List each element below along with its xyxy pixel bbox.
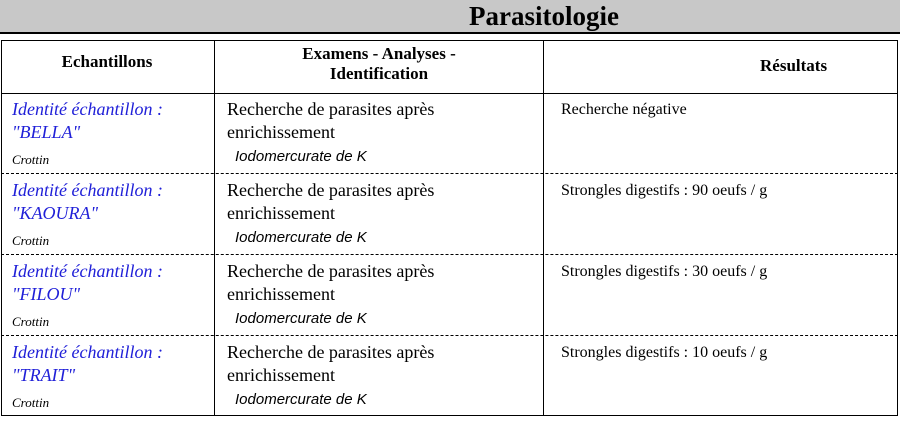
sample-type: Crottin xyxy=(12,152,50,167)
sample-name: "FILOU" xyxy=(12,284,81,304)
sample-identity xyxy=(12,260,212,306)
exam-line1: Recherche de parasites après xyxy=(227,342,435,362)
sample-identity xyxy=(12,98,212,144)
table-row xyxy=(0,256,900,337)
section-title-bar xyxy=(0,0,900,34)
sample-name: "KAOURA" xyxy=(12,203,99,223)
header-exams-line1: Examens - Analyses - xyxy=(302,44,456,63)
exam-method: Iodomercurate de K xyxy=(235,391,367,408)
exam-line1: Recherche de parasites après xyxy=(227,261,435,281)
exam-description xyxy=(227,260,537,306)
sample-identity xyxy=(12,179,212,225)
table-row xyxy=(0,94,900,175)
table-row xyxy=(0,175,900,256)
exam-method: Iodomercurate de K xyxy=(235,229,367,246)
exam-line2: enrichissement xyxy=(227,365,335,385)
header-samples: Echantillons xyxy=(61,52,153,71)
exam-method: Iodomercurate de K xyxy=(235,310,367,327)
table-row xyxy=(0,337,900,418)
exam-description xyxy=(227,98,537,144)
exam-line2: enrichissement xyxy=(227,122,335,142)
sample-name: "TRAIT" xyxy=(12,365,76,385)
exam-line2: enrichissement xyxy=(227,284,335,304)
exam-method: Iodomercurate de K xyxy=(235,148,367,165)
header-exams xyxy=(215,44,543,84)
sample-type: Crottin xyxy=(12,233,50,248)
sample-identity-label: Identité échantillon : xyxy=(12,261,163,281)
sample-identity-label: Identité échantillon : xyxy=(12,99,163,119)
result-value: Strongles digestifs : 30 oeufs / g xyxy=(561,263,768,280)
sample-type: Crottin xyxy=(12,314,50,329)
exam-line1: Recherche de parasites après xyxy=(227,99,435,119)
sample-name: "BELLA" xyxy=(12,122,81,142)
sample-type: Crottin xyxy=(12,395,50,410)
exam-description xyxy=(227,341,537,387)
sample-identity-label: Identité échantillon : xyxy=(12,180,163,200)
table-top-border xyxy=(1,40,898,41)
sample-identity xyxy=(12,341,212,387)
section-title: Parasitologie xyxy=(469,1,619,31)
result-value: Strongles digestifs : 10 oeufs / g xyxy=(561,344,768,361)
exam-description xyxy=(227,179,537,225)
sample-identity-label: Identité échantillon : xyxy=(12,342,163,362)
result-value: Strongles digestifs : 90 oeufs / g xyxy=(561,182,768,199)
header-exams-line2: Identification xyxy=(329,64,429,83)
result-value: Recherche négative xyxy=(561,101,687,118)
exam-line1: Recherche de parasites après xyxy=(227,180,435,200)
exam-line2: enrichissement xyxy=(227,203,335,223)
header-results: Résultats xyxy=(760,56,828,75)
